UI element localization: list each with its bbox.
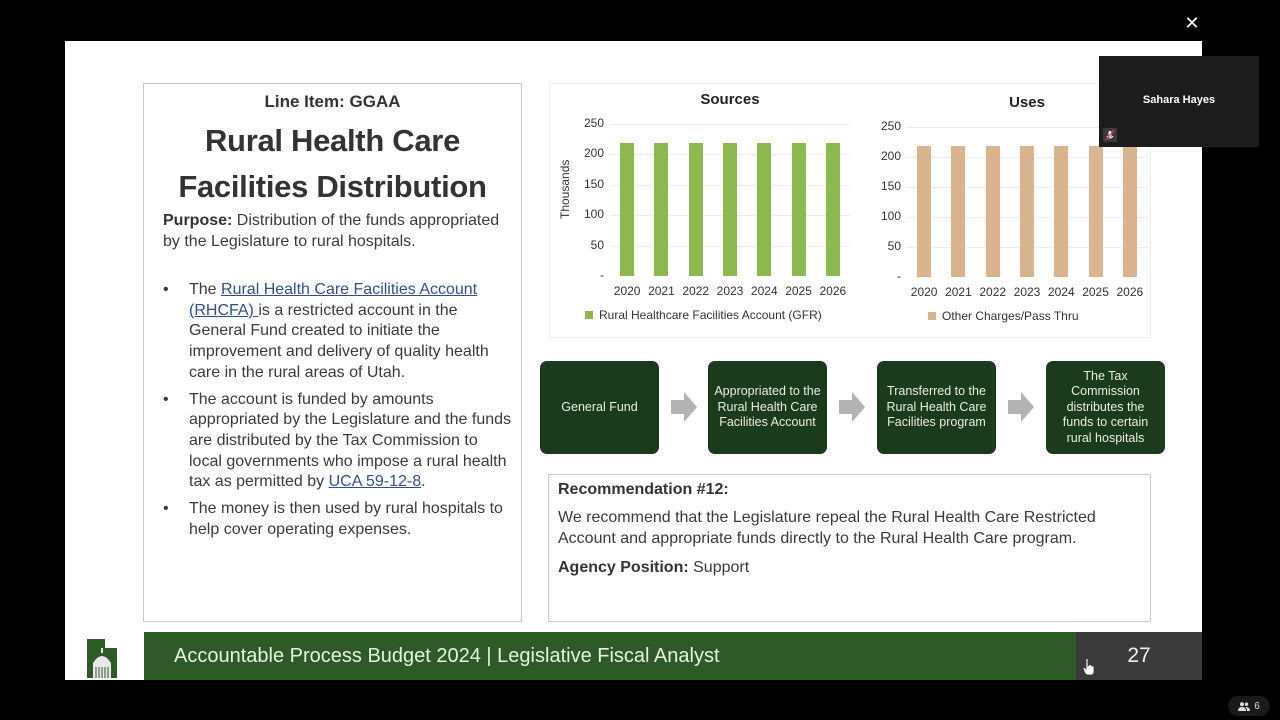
charts-panel	[549, 83, 1151, 338]
y-tick: 150	[880, 179, 901, 193]
flow-step-tax-commission: The Tax Commission distributes the funds to certain rural hospitals	[1046, 361, 1165, 454]
bar	[1020, 146, 1034, 277]
x-tick: 2022	[979, 285, 1007, 299]
x-tick: 2020	[613, 284, 641, 298]
bar	[654, 143, 668, 276]
bar	[951, 146, 965, 277]
y-tick: -	[600, 268, 604, 282]
rhcfa-link[interactable]: Rural Health Care Facilities Account (RHCFA)	[189, 281, 478, 319]
legend-label: Other Charges/Pass Thru	[942, 309, 1079, 323]
y-tick: 200	[583, 146, 604, 161]
chart-legend	[585, 308, 822, 322]
y-tick: 100	[880, 209, 901, 223]
page-number: 27	[1076, 632, 1202, 680]
gridline	[610, 124, 850, 125]
bullet-text: The	[189, 281, 222, 298]
bar	[1089, 146, 1103, 277]
purpose-body: Distribution of the funds appropriated by the Legislature to rural hospitals.	[163, 212, 500, 250]
footer-banner: Accountable Process Budget 2024 | Legislative Fiscal Analyst	[144, 632, 1076, 680]
agency-position	[558, 559, 1141, 577]
bar	[757, 143, 771, 276]
flow-step-general-fund: General Fund	[540, 361, 659, 454]
description-panel	[143, 83, 522, 622]
participants-button[interactable]	[1228, 696, 1270, 716]
recommendation-title: Recommendation #12:	[558, 481, 729, 498]
bullet-icon: •	[163, 390, 169, 408]
x-tick: 2024	[750, 284, 778, 298]
y-tick: 250	[583, 116, 604, 130]
x-tick: 2021	[945, 285, 972, 299]
x-tick: 2023	[716, 284, 744, 298]
sources-chart	[550, 84, 850, 339]
hand-cursor-icon	[1083, 658, 1095, 676]
bullet-item	[163, 390, 515, 494]
arrow-right-icon	[1008, 392, 1034, 422]
bullet-item	[163, 280, 515, 384]
mic-muted-icon	[1103, 128, 1117, 142]
bar	[917, 146, 931, 277]
x-tick: 2025	[785, 284, 812, 298]
slide	[65, 41, 1202, 680]
title-line-1: Rural Health Care	[204, 123, 461, 158]
flow-step-transferred: Transferred to the Rural Health Care Facilities program	[877, 361, 996, 454]
recommendation-text: We recommend that the Legislature repeal the Rural Health Care Restricted Account and appropriate funds directly to the Rural Health Care program.	[558, 509, 1096, 547]
x-tick: 2026	[1116, 285, 1144, 299]
participant-count: 6	[1254, 700, 1260, 712]
flow-step-appropriated: Appropriated to the Rural Health Care Facilities Account	[708, 361, 827, 454]
bar	[1123, 146, 1137, 277]
y-tick: 50	[887, 239, 901, 253]
bullet-icon: •	[163, 281, 169, 298]
bullet-text: The money is then used by rural hospitals to help cover operating expenses.	[189, 500, 503, 538]
y-tick: -	[897, 269, 901, 283]
x-tick: 2020	[910, 285, 938, 299]
title-line-2: Facilities Distribution	[178, 169, 487, 204]
x-tick: 2026	[819, 284, 847, 298]
y-tick: 50	[590, 237, 604, 252]
people-icon	[1238, 702, 1250, 711]
legend-label: Rural Healthcare Facilities Account (GFR)	[599, 308, 822, 322]
bar	[986, 146, 1000, 277]
bar	[689, 143, 703, 276]
x-tick: 2022	[682, 284, 710, 298]
legend-swatch	[585, 311, 593, 319]
y-tick: 200	[880, 149, 901, 163]
bar	[1054, 146, 1068, 277]
bullet-item	[163, 499, 515, 540]
slide-title	[144, 118, 521, 210]
chart-legend	[928, 309, 1079, 323]
close-icon[interactable]: ✕	[1184, 13, 1200, 33]
agency-position-value: Support	[688, 559, 750, 576]
bullet-list	[163, 280, 515, 546]
x-tick: 2025	[1082, 285, 1109, 299]
y-tick: 250	[880, 119, 901, 133]
chart-title: Sources	[700, 91, 760, 108]
bullet-icon: •	[163, 500, 169, 518]
participant-video-tile[interactable]	[1099, 56, 1259, 147]
uca-link[interactable]: UCA 59-12-8	[328, 473, 422, 491]
y-tick: 150	[583, 176, 604, 191]
recommendation-box	[548, 474, 1151, 622]
bullet-text: The account is funded by amounts appropriated by the Legislature and the funds are distributed by the Tax Commission to local governments who impose a rural health tax as permitted by	[189, 390, 512, 491]
purpose-label: Purpose:	[163, 212, 233, 229]
agency-position-label: Agency Position:	[558, 559, 689, 576]
y-axis-label: Thousands	[558, 159, 572, 219]
x-tick: 2023	[1013, 285, 1041, 299]
bar	[620, 143, 634, 276]
x-tick: 2021	[648, 284, 675, 298]
bar	[792, 143, 806, 276]
arrow-right-icon	[671, 392, 697, 422]
participant-name: Sahara Hayes	[1142, 94, 1216, 106]
purpose-text	[163, 210, 508, 252]
x-tick: 2024	[1047, 285, 1075, 299]
bar	[826, 143, 840, 276]
arrow-right-icon	[839, 392, 865, 422]
bullet-text: .	[421, 473, 426, 491]
capitol-logo-icon	[87, 639, 117, 678]
bar	[723, 143, 737, 276]
legend-swatch	[928, 312, 936, 320]
chart-title: Uses	[1009, 94, 1045, 111]
y-tick: 100	[583, 207, 604, 222]
bullet-text: is a restricted account in the General Fund created to initiate the improvement and delivery of quality health care in the rural areas of Utah.	[189, 301, 489, 381]
line-item-label: Line Item: GGAA	[264, 92, 401, 111]
